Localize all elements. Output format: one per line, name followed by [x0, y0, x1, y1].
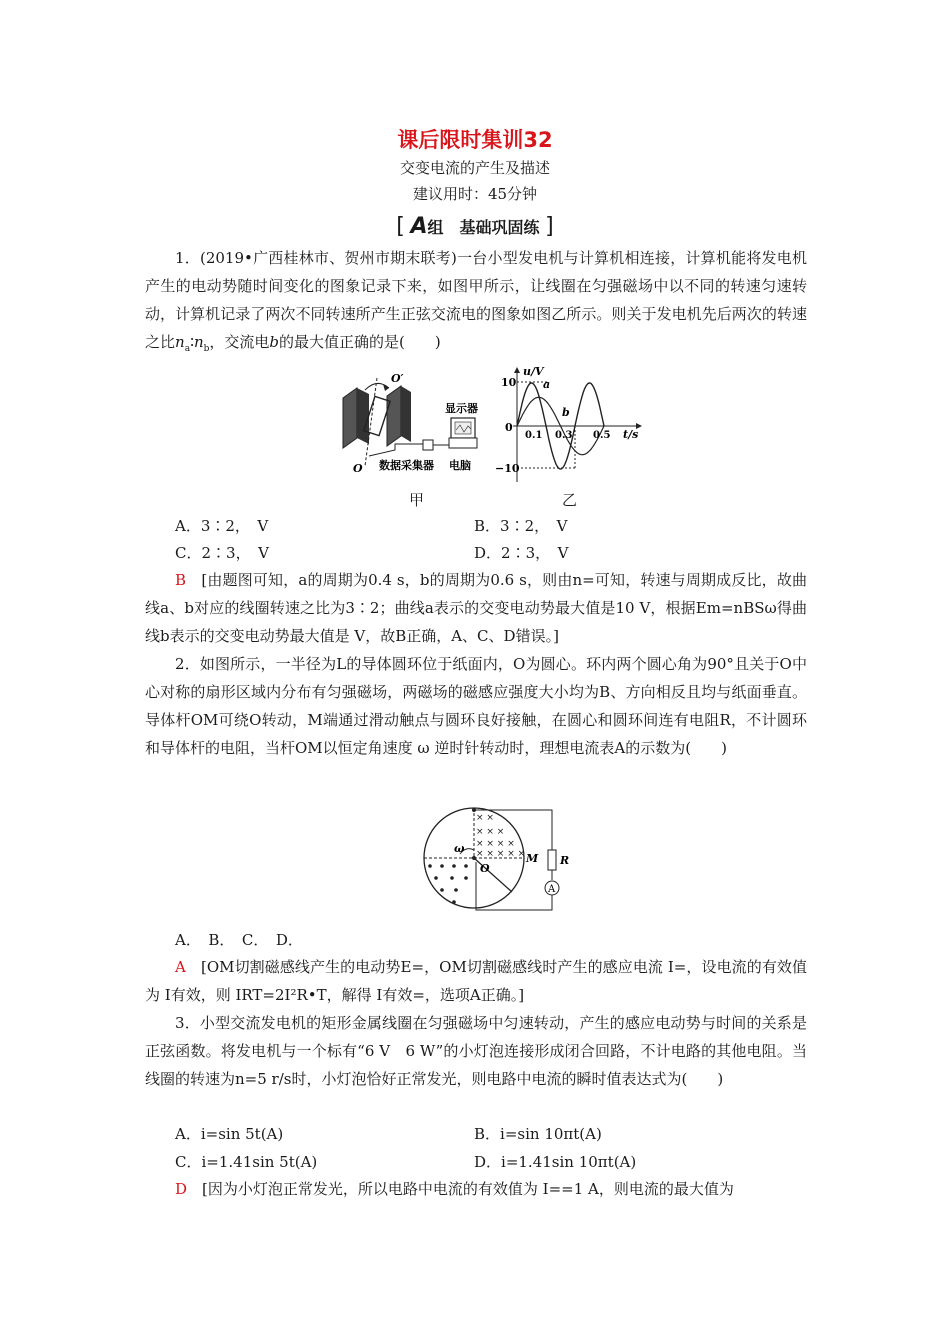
- display-label: 显示器: [445, 402, 478, 415]
- generator-setup-figure: [335, 368, 495, 478]
- center-label: O: [480, 862, 490, 875]
- q1-option-b: B．3∶2， V: [474, 517, 568, 535]
- x-tick-1: 0.1: [525, 430, 543, 441]
- ring-circuit-figure: [412, 806, 572, 916]
- q2-analysis: A [OM切割磁感线产生的电动势E=，OM切割磁感线时产生的感应电流 I=，设电流的有效值为 I有效，则 IRT=2I²R•T，解得 I有效=，选项A正确。]: [145, 958, 807, 1004]
- omega-label: ω: [454, 842, 465, 855]
- q3-analysis: D [因为小灯泡正常发光，所以电路中电流的有效值为 I==1 A，则电流的最大值为: [175, 1180, 734, 1198]
- q3-option-c: C．i=1.41sin 5t(A): [175, 1153, 318, 1171]
- axis-label-top: O′: [391, 372, 404, 385]
- origin-label: 0: [505, 421, 513, 434]
- y-tick-bottom: −10: [495, 462, 520, 475]
- ammeter-label: A: [548, 884, 556, 895]
- caption-yi: 乙: [562, 491, 578, 509]
- caption-jia: 甲: [409, 491, 425, 509]
- group-letter: A: [410, 214, 428, 239]
- group-label: 组 基础巩固练: [427, 218, 540, 237]
- q1-option-d: D．2∶3， V: [474, 544, 569, 562]
- q2-stem: 2．如图所示，一半径为L的导体圆环位于纸面内，O为圆心。环内两个圆心角为90°且关于O中心对称的扇形区域内分布有匀强磁场，两磁场的磁感应强度大小均为B、方向相反且均与纸面垂直。导体杆OM可绕O转动，M端通过滑动触点与圆环良好接触，在圆心和圆环间连有电阻R，不计圆环和导体杆的电阻，当杆OM以恒定角速度 ω 逆时针转动时，理想电流表A的示数为( ): [145, 655, 807, 757]
- q2-answer: A: [175, 958, 186, 976]
- subtitle: 交变电流的产生及描述: [399, 159, 550, 177]
- q1-analysis: B [由题图可知，a的周期为0.4 s，b的周期为0.6 s，则由n=可知，转速与周期成反比，故曲线a、b对应的线圈转速之比为3∶2；曲线a表示的交变电动势最大值是10 V，根据Em=nBSω得曲线b表示的交变电动势最大值是 V，故B正确，A、C、D错误。]: [145, 571, 807, 645]
- x-axis-label: t/s: [623, 428, 639, 441]
- q3-stem: 3．小型交流发电机的矩形金属线圈在匀强磁场中匀速转动，产生的感应电动势与时间的关系是正弦函数。将发电机与一个标有“6 V 6 W”的小灯泡连接形成闭合回路，不计电路的其他电阻。当线圈的转速为n=5 r/s时，小灯泡恰好正常发光，则电路中电流的瞬时值表达式为( ): [145, 1014, 807, 1088]
- q1-answer: B: [175, 571, 187, 589]
- q3-option-a: A．i=sin 5t(A): [175, 1125, 284, 1143]
- group-heading: [ A组 基础巩固练 ]: [396, 214, 554, 239]
- q1-stem: 1．(2019•广西桂林市、贺州市期末联考)一台小型发电机与计算机相连接，计算机能将发电机产生的电动势随时间变化的图象记录下来，如图甲所示，让线圈在匀强磁场中以不同的转速匀速转动，计算机记录了两次不同转速所产生正弦交流电的图象如图乙所示。则关于发电机先后两次的转速之比$n_a∶n_b$，交流电b的最大值正确的是( ): [145, 249, 807, 354]
- svg-text:× × ×: × × ×: [476, 827, 505, 837]
- q3-option-d: D．i=1.41sin 10πt(A): [474, 1153, 637, 1171]
- q1-option-a: A．3∶2， V: [175, 517, 269, 535]
- curve-b-label: b: [562, 406, 570, 419]
- waveform-chart: [495, 364, 645, 484]
- svg-text:× × × ×: × × × ×: [476, 839, 515, 849]
- y-tick-top: 10: [501, 376, 517, 389]
- m-label: M: [526, 852, 539, 865]
- svg-text:× × × × ×: × × × × ×: [476, 849, 526, 859]
- y-axis-label: u/V: [523, 365, 544, 378]
- page-title: 课后限时集训32: [397, 128, 553, 152]
- collector-label: 数据采集器: [379, 459, 434, 472]
- curve-a-label: a: [543, 378, 551, 391]
- q1-option-c: C．2∶3， V: [175, 544, 269, 562]
- q3-option-b: B．i=sin 10πt(A): [474, 1125, 602, 1143]
- q3-answer: D: [175, 1180, 188, 1198]
- axis-label-bottom: O: [353, 462, 363, 475]
- computer-label: 电脑: [449, 459, 471, 472]
- q2-options: A． B． C． D．: [175, 931, 303, 949]
- x-tick-3: 0.5: [593, 430, 611, 441]
- resistor-label: R: [560, 854, 570, 867]
- suggested-time: 建议用时：45分钟: [412, 185, 538, 203]
- svg-text:× ×: × ×: [476, 813, 494, 823]
- x-tick-2: 0.3: [555, 430, 573, 441]
